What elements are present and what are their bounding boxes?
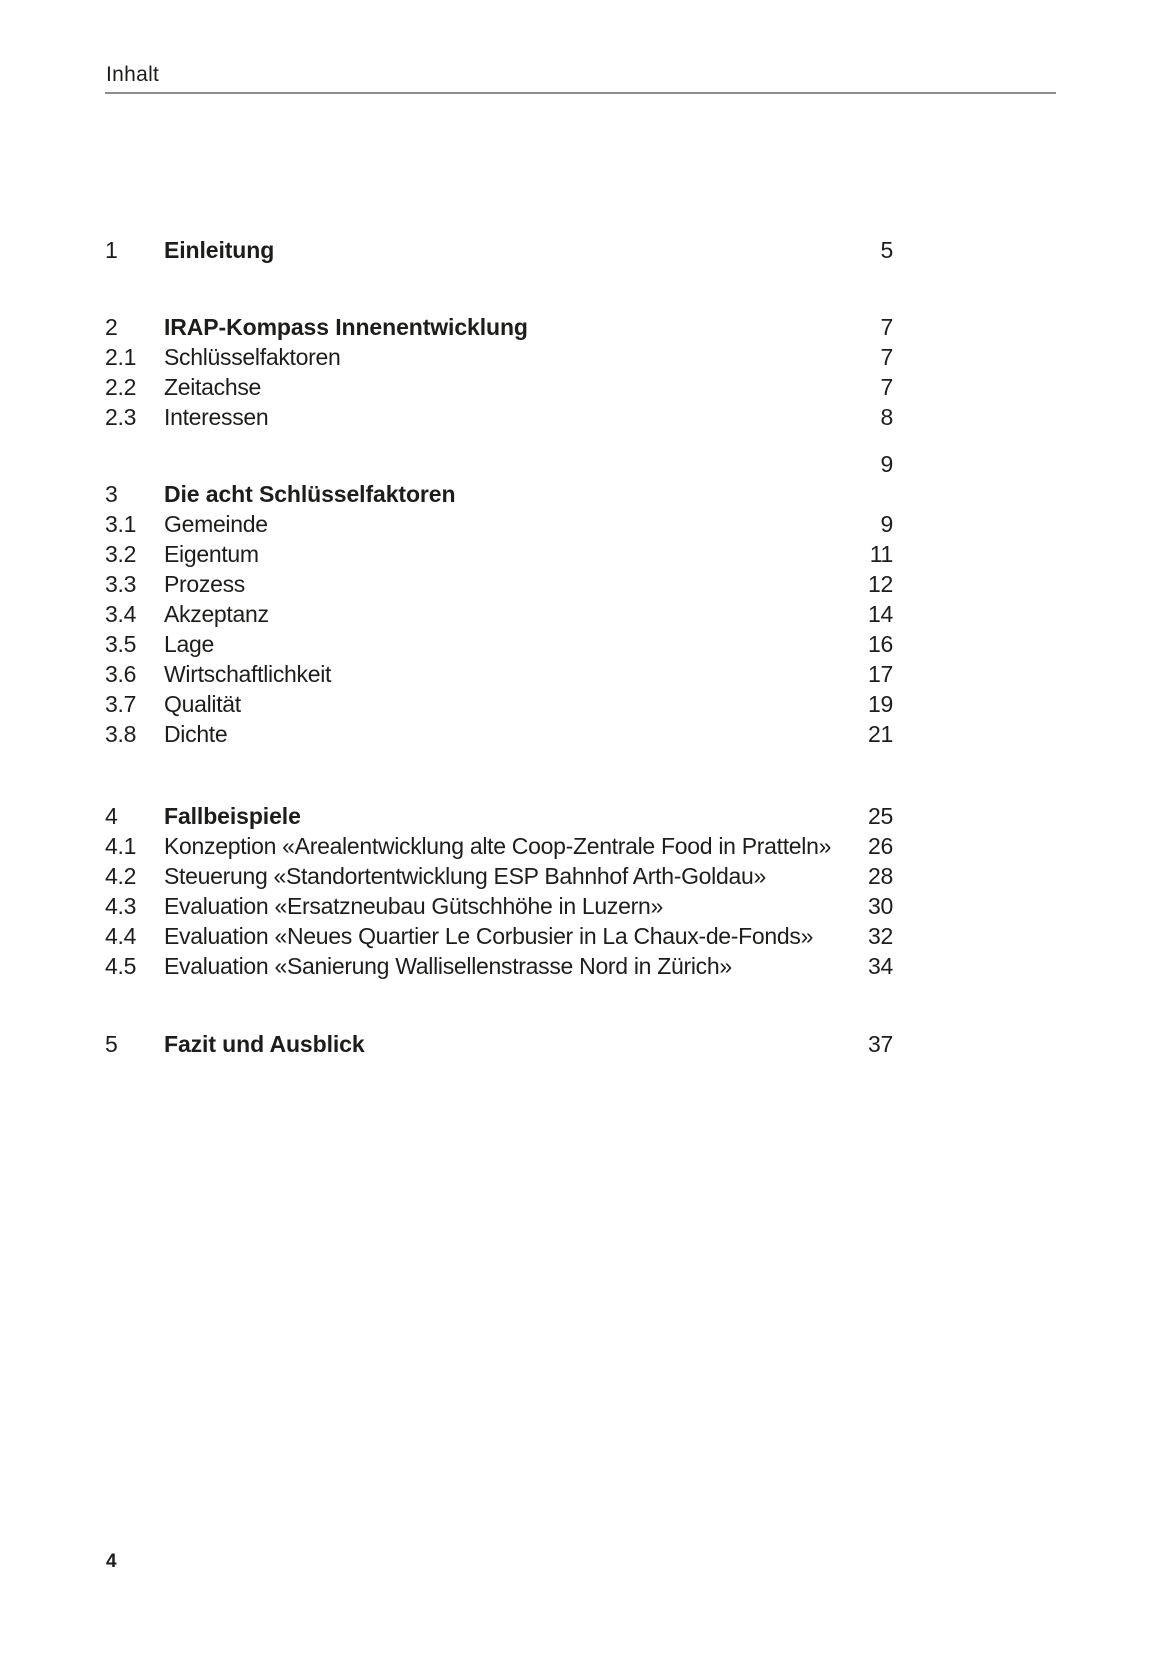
entry-number: 3.3	[105, 570, 137, 597]
header-rule	[105, 92, 1056, 94]
entry-page: 5	[880, 236, 893, 263]
entry-title: Dichte	[164, 720, 228, 747]
toc-entry-3-1	[105, 509, 893, 539]
entry-number: 3.6	[105, 660, 137, 687]
entry-title: Evaluation «Neues Quartier Le Corbusier in La Chaux-de-Fonds»	[164, 922, 814, 949]
entry-number: 3.5	[105, 630, 137, 657]
entry-page: 14	[868, 600, 893, 627]
entry-title: Lage	[164, 630, 214, 657]
entry-page: 26	[868, 832, 893, 859]
toc-entry-1	[105, 235, 893, 265]
toc-entry-2-3	[105, 402, 893, 432]
entry-title: Evaluation «Ersatzneubau Gütschhöhe in Luzern»	[164, 892, 663, 919]
entry-page: 19	[868, 690, 893, 717]
toc-entry-page-only	[105, 449, 893, 479]
entry-number: 3.8	[105, 720, 137, 747]
entry-title: Konzeption «Arealentwicklung alte Coop-Zentrale Food in Pratteln»	[164, 832, 832, 859]
entry-page: 9	[880, 510, 893, 537]
entry-number: 4.5	[105, 952, 137, 979]
toc-entry-3-7	[105, 689, 893, 719]
entry-number: 3.2	[105, 540, 137, 567]
entry-page: 9	[880, 450, 893, 477]
toc-entry-4	[105, 801, 893, 831]
toc-entry-3-3	[105, 569, 893, 599]
toc-entry-4-3	[105, 891, 893, 921]
entry-page: 25	[868, 802, 893, 829]
entry-title: Evaluation «Sanierung Wallisellenstrasse Nord in Zürich»	[164, 952, 732, 979]
entry-page: 7	[880, 343, 893, 370]
toc-entry-3-5	[105, 629, 893, 659]
toc-entry-3-2	[105, 539, 893, 569]
entry-number: 2.2	[105, 373, 137, 400]
entry-page: 34	[868, 952, 893, 979]
entry-number: 3	[105, 480, 118, 507]
entry-title: Gemeinde	[164, 510, 268, 537]
entry-page: 12	[868, 570, 893, 597]
entry-page: 11	[869, 540, 893, 567]
entry-number: 4.1	[105, 832, 137, 859]
entry-page: 37	[868, 1030, 893, 1057]
entry-title: Wirtschaftlichkeit	[164, 660, 332, 687]
entry-page: 7	[880, 313, 893, 340]
entry-title: Die acht Schlüsselfaktoren	[164, 480, 456, 507]
entry-number: 3.7	[105, 690, 137, 717]
toc-entry-3-4	[105, 599, 893, 629]
entry-title: Fallbeispiele	[164, 802, 301, 829]
toc-entry-2	[105, 312, 893, 342]
toc-entry-4-4	[105, 921, 893, 951]
entry-title: Qualität	[164, 690, 241, 717]
page-footer-number: 4	[106, 1551, 117, 1572]
entry-page: 21	[868, 720, 893, 747]
entry-page: 28	[868, 862, 893, 889]
entry-number: 2.3	[105, 403, 137, 430]
entry-title: Interessen	[164, 403, 269, 430]
entry-number: 5	[105, 1030, 118, 1057]
entry-title: Prozess	[164, 570, 245, 597]
entry-title: Eigentum	[164, 540, 259, 567]
toc-entry-3-8	[105, 719, 893, 749]
entry-title: Steuerung «Standortentwicklung ESP Bahnhof Arth-Goldau»	[164, 862, 766, 889]
entry-number: 2	[105, 313, 118, 340]
toc-entry-4-5	[105, 951, 893, 981]
entry-number: 4.4	[105, 922, 137, 949]
toc-entry-3	[105, 479, 893, 509]
entry-page: 16	[868, 630, 893, 657]
entry-number: 4	[105, 802, 118, 829]
entry-page: 8	[880, 403, 893, 430]
table-of-contents	[105, 235, 893, 1059]
entry-number: 4.2	[105, 862, 137, 889]
toc-entry-5	[105, 1029, 893, 1059]
entry-number: 1	[105, 236, 118, 263]
entry-number: 3.1	[105, 510, 137, 537]
entry-title: Fazit und Ausblick	[164, 1030, 365, 1057]
entry-number: 3.4	[105, 600, 137, 627]
toc-entry-2-1	[105, 342, 893, 372]
page-header-label: Inhalt	[106, 63, 160, 86]
entry-title: Einleitung	[164, 236, 275, 263]
entry-number: 2.1	[105, 343, 137, 370]
entry-title: Zeitachse	[164, 373, 262, 400]
entry-title: Schlüsselfaktoren	[164, 343, 341, 370]
entry-number: 4.3	[105, 892, 137, 919]
entry-page: 32	[868, 922, 893, 949]
toc-entry-4-2	[105, 861, 893, 891]
entry-page: 7	[880, 373, 893, 400]
toc-entry-3-6	[105, 659, 893, 689]
toc-entry-4-1	[105, 831, 893, 861]
toc-entry-2-2	[105, 372, 893, 402]
entry-page: 17	[868, 660, 893, 687]
entry-page: 30	[868, 892, 893, 919]
entry-title: IRAP-Kompass Innenentwicklung	[164, 313, 528, 340]
entry-title: Akzeptanz	[164, 600, 269, 627]
